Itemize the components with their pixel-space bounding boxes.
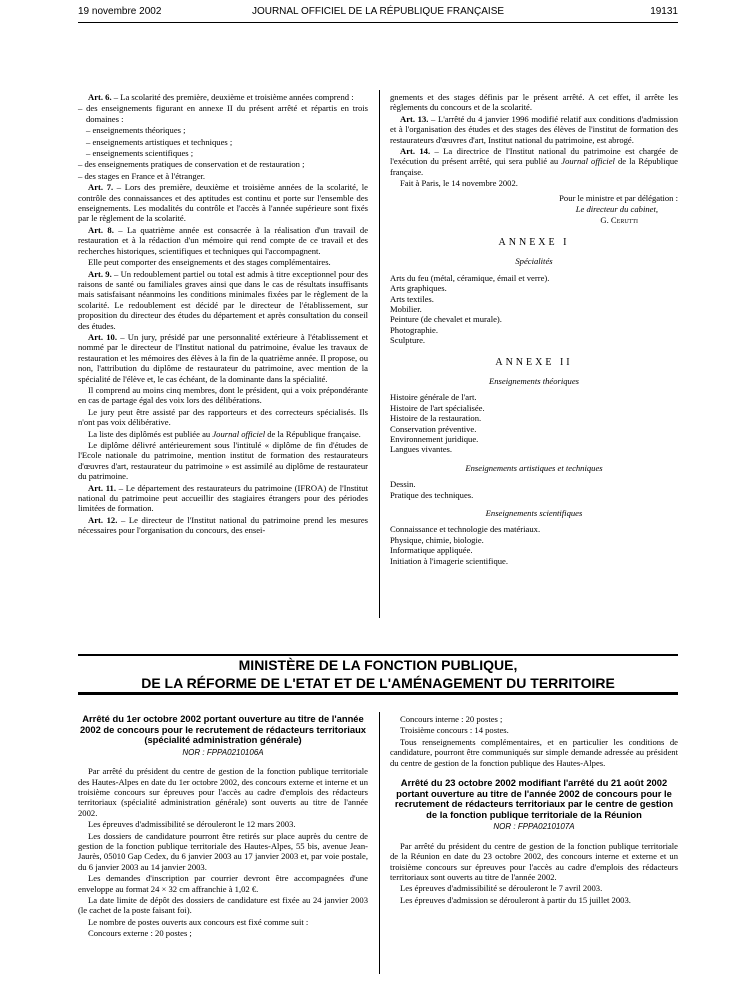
list-item: Histoire générale de l'art.: [390, 392, 477, 403]
list-item: Physique, chimie, biologie.: [390, 534, 484, 545]
article-14: Art. 14. – La directrice de l'Institut national du patrimoine est chargée de l'exécution du présent arrêté, qui sera publié au Journal officiel de la République française.: [390, 146, 678, 177]
top-left-column: [78, 92, 368, 537]
article-number: Art. 11.: [88, 482, 117, 493]
page-header: [78, 6, 678, 22]
list-subitem: – enseignements théoriques ;: [86, 125, 186, 136]
paragraph: Par arrêté du président du centre de gestion de la fonction publique territoriale des Hautes-Alpes en date du 1er octobre 2002, des concours externe et interne et un troisième concours sur épreuves pour l'accès au cadre d'emplois des rédacteurs territoriaux (spécialité administration générale) sont ouverts au titre de l'année 2002.: [78, 766, 368, 818]
art-list: [390, 479, 678, 500]
fait-a-paris: Fait à Paris, le 14 novembre 2002.: [400, 178, 518, 189]
article-number: Art. 7.: [88, 182, 114, 193]
theo-list: [390, 392, 678, 454]
renseignements-paragraph: Tous renseignements complémentaires, et en particulier les conditions de candidature, pourront être communiqués sur simple demande adressée au président du centre de gestion de la fonction publique des Hautes-Alpes.: [390, 736, 678, 768]
article-text: – Un redoublement partiel ou total est admis à titre exceptionnel pour des raisons de santé ou familiales graves ainsi que dans le cas de résultats insuffisants mais satisfaisant néanmoins les conditions minimales fixées par le règlement de la scolarité. Le redoublement est décidé par le directeur de l'établissement, sur proposition du directeur des études du département et après consultation du conseil des études.: [78, 268, 368, 331]
paragraph: Les épreuves d'admissibilité se dérouleront le 7 avril 2003.: [400, 883, 603, 894]
paragraph: La date limite de dépôt des dossiers de candidature est fixée au 24 janvier 2003 (le cachet de la poste faisant foi).: [78, 895, 368, 916]
column-divider-bottom: [379, 712, 380, 974]
paragraph: Troisième concours : 14 postes.: [400, 725, 509, 736]
list-item: Initiation à l'imagerie scientifique.: [390, 555, 509, 566]
list-item: Histoire de la restauration.: [390, 413, 482, 424]
list-item: – des enseignements pratiques de conservation et de restauration ;: [78, 159, 305, 170]
signature-name: G. Cerutti: [600, 215, 638, 226]
article-number: Art. 6.: [88, 92, 112, 102]
article-paragraph: [78, 269, 368, 331]
top-right-column: [390, 92, 678, 566]
specialites-heading: Spécialités: [515, 256, 553, 267]
specialites-list: [390, 273, 678, 346]
ministry-line-2: DE LA RÉFORME DE L'ETAT ET DE L'AMÉNAGEMENT DU TERRITOIRE: [141, 675, 615, 691]
article-text: – Un jury, présidé par une personnalité extérieure à l'établissement et nommé par le directeur de l'Institut national du patrimoine, évalue les travaux de restauration et les mémoires des élèves à la fin de la quatrième année. Il propose, ou non, l'attribution du diplôme de restaurateur du patrimoine, avec mention de la spécialité de l'élève et, le cas échéant, de la dominante dans la spécialité.: [78, 331, 368, 384]
article-text: – Le département des restaurateurs du patrimoine (IFROA) de l'Institut national du patrimoine peut accueillir des stagiaires étrangers pour des périodes limitées de formation.: [78, 482, 368, 514]
list-item: – des enseignements figurant en annexe II du présent arrêté et répartis en trois domaines :: [78, 103, 368, 124]
list-item: Arts textiles.: [390, 293, 434, 304]
list-item: Arts du feu (métal, céramique, émail et verre).: [390, 272, 550, 283]
arrete-title-2: Arrêté du 23 octobre 2002 modifiant l'arrêté du 21 août 2002 portant ouverture au titre de l'année 2002 de concours pour le recrutement de rédacteurs territoriaux par le centre de gestion de la fonction publique territoriale de la Réunion: [394, 777, 674, 820]
nor-2: NOR : FPPA0210107A: [493, 822, 575, 832]
paragraph: Le diplôme délivré antérieurement sous l'intitulé « diplôme de fin d'études de l'Ecole nationale du patrimoine, mention institut de formation des restaurateurs d'œuvres d'art, restaurateur du patrimoine » est assimilé au diplôme de restaurateur du patrimoine.: [78, 440, 368, 482]
annexe-1-heading: ANNEXE I: [498, 236, 570, 248]
list-item: Langues vivantes.: [390, 444, 453, 455]
bottom-left-paragraphs: [78, 766, 368, 939]
list-item: Arts graphiques.: [390, 283, 447, 294]
header-title: JOURNAL OFFICIEL DE LA RÉPUBLIQUE FRANÇAISE: [251, 6, 505, 17]
header-date: 19 novembre 2002: [78, 6, 162, 17]
sci-heading: Enseignements scientifiques: [485, 508, 583, 518]
article-paragraph: [78, 182, 368, 224]
art-heading: Enseignements artistiques et techniques: [465, 462, 603, 473]
article-text: – La scolarité des première, deuxième et troisième années comprend :: [111, 92, 354, 102]
article-number: Art. 9.: [88, 268, 112, 279]
sci-list: [390, 524, 678, 566]
ministry-line-1: MINISTÈRE DE LA FONCTION PUBLIQUE,: [238, 657, 518, 673]
text: de la République française.: [265, 428, 361, 439]
annexe-2-heading: ANNEXE II: [495, 356, 573, 368]
signature-role: Le directeur du cabinet,: [575, 204, 658, 215]
article-number: Art. 10.: [88, 331, 117, 342]
paragraph: Le jury peut être assisté par des rapporteurs et des correcteurs spécialisés. Ils n'ont pas voix délibérative.: [78, 406, 368, 428]
column-divider: [379, 90, 380, 618]
journal-title: Journal officiel: [212, 428, 266, 439]
list-item: Connaissance et technologie des matériaux.: [390, 524, 541, 535]
paragraph: Les demandes d'inscription par courrier devront être accompagnées d'une enveloppe au format 24 × 32 cm affranchie à 1,02 €.: [78, 873, 368, 894]
paragraph: Il comprend au moins cinq membres, dont le président, qui a voix prépondérante en cas de partage égal des voix lors des délibérations.: [78, 384, 368, 406]
article-paragraph: [78, 92, 368, 102]
article-number: Art. 8.: [88, 224, 114, 235]
list-item: – des stages en France et à l'étranger.: [78, 170, 206, 181]
nor-1: NOR : FPPA0210106A: [182, 747, 264, 757]
paragraph: Les dossiers de candidature pourront être retirés sur place auprès du centre de gestion de la fonction publique territoriale des Hautes-Alpes, 55 bis, avenue Jean-Jaurès, 05010 Gap Cedex, du 6 janvier 2003 au 17 janvier 2003 et, par voie postale, du 6 janvier 2003 au 14 janvier 2003.: [78, 830, 368, 872]
signature-delegation: Pour le ministre et par délégation :: [559, 192, 678, 203]
paragraph: [78, 429, 368, 439]
list-item: Peinture (de chevalet et murale).: [390, 314, 502, 325]
paragraph: Le nombre de postes ouverts aux concours est fixé comme suit :: [88, 916, 309, 927]
list-item: Sculpture.: [390, 335, 426, 346]
list-item: Informatique appliquée.: [390, 545, 473, 556]
list-item: Mobilier.: [390, 303, 422, 314]
ministry-banner: [78, 654, 678, 695]
article-paragraph: [78, 332, 368, 384]
article-number: Art. 12.: [88, 514, 118, 525]
article-13: Art. 13. – L'arrêté du 4 janvier 1996 modifié relatif aux conditions d'admission et à l'organisation des études et des stages des élèves de l'institut de formation des restaurateurs d'œuvres d'art, Institut national du patrimoine, est abrogé.: [390, 113, 678, 145]
bottom-right-column: [390, 714, 678, 906]
article-paragraph: [78, 225, 368, 256]
list-item: Conservation préventive.: [390, 423, 477, 434]
article-text: – Le directeur de l'Institut national du patrimoine prend les mesures nécessaires pour l'organisation du concours, des ensei-: [78, 514, 368, 536]
list-subitem: – enseignements scientifiques ;: [86, 148, 194, 159]
list-subitem: – enseignements artistiques et techniques ;: [86, 136, 233, 147]
article-paragraph: [78, 515, 368, 536]
list-item: Dessin.: [390, 479, 416, 490]
article-text: – La quatrième année est consacrée à la réalisation d'un travail de restauration et à la rédaction d'un mémoire qui rend compte de ce travail et des recherches historiques, scientifiques et techniques qui l'accompagnent.: [78, 224, 369, 256]
article-paragraph: [78, 483, 368, 514]
paragraph: Elle peut comporter des enseignements et des stages complémentaires.: [88, 257, 331, 268]
list-item: Photographie.: [390, 324, 438, 335]
list-item: Environnement juridique.: [390, 433, 479, 444]
paragraph: Les épreuves d'admissibilité se dérouleront le 12 mars 2003.: [88, 819, 296, 830]
paragraph: Concours interne : 20 postes ;: [400, 714, 503, 724]
page-number: 19131: [650, 6, 678, 17]
list-item: Pratique des techniques.: [390, 489, 474, 500]
bottom-right-paragraphs: [390, 841, 678, 905]
bottom-right-lines: [390, 714, 678, 736]
paragraph: Concours externe : 20 postes ;: [88, 928, 192, 939]
paragraph: Par arrêté du président du centre de gestion de la fonction publique territoriale de la Réunion en date du 23 octobre 2002, des concours interne et externe et un troisième concours sur épreuves pour l'accès au cadre d'emplois des rédacteurs territoriaux sont ouverts au titre de l'année 2002.: [390, 840, 678, 883]
arrete-title-1: Arrêté du 1er octobre 2002 portant ouverture au titre de l'année 2002 de concours pour le recrutement de rédacteurs territoriaux (spécialité administration générale): [79, 713, 367, 746]
header-rule: [78, 22, 678, 23]
article-text: – Lors des première, deuxième et troisième années de la scolarité, le contrôle des connaissances et des aptitudes est continu et porte sur l'ensemble des enseignements. Les modalités du contrôle et l'accès à l'année supérieure sont fixés par le règlement de la scolarité.: [78, 182, 368, 224]
theo-heading: Enseignements théoriques: [489, 375, 579, 386]
text: La liste des diplômés est publiée au: [88, 428, 213, 439]
paragraph: Les épreuves d'admission se dérouleront à partir du 15 juillet 2003.: [400, 894, 631, 905]
bottom-left-column: [78, 714, 368, 940]
list-item: Histoire de l'art spécialisée.: [390, 402, 485, 413]
continued-text: gnements et des stages définis par le présent arrêté. A cet effet, il arrête les règlements du concours et de la scolarité.: [390, 92, 678, 113]
